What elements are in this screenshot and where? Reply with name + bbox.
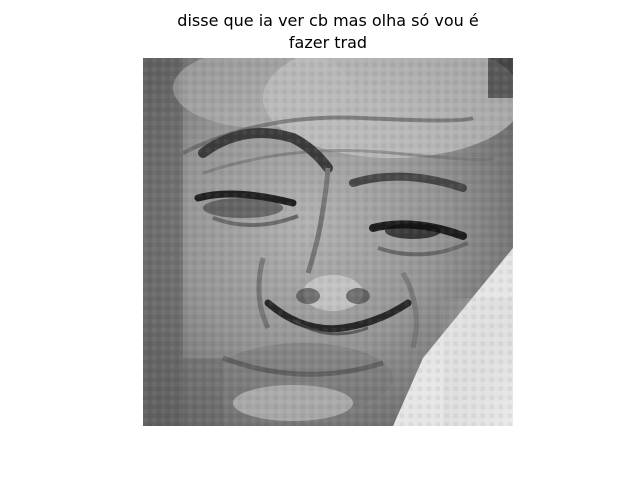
figure-title-line-2: fazer trad: [288, 33, 368, 52]
figure-title: [120, 10, 536, 54]
figure-title-line-1: disse que ia ver cb mas olha só vou é: [177, 11, 479, 30]
face-image-svg: [143, 58, 513, 426]
face-image: [143, 58, 513, 426]
